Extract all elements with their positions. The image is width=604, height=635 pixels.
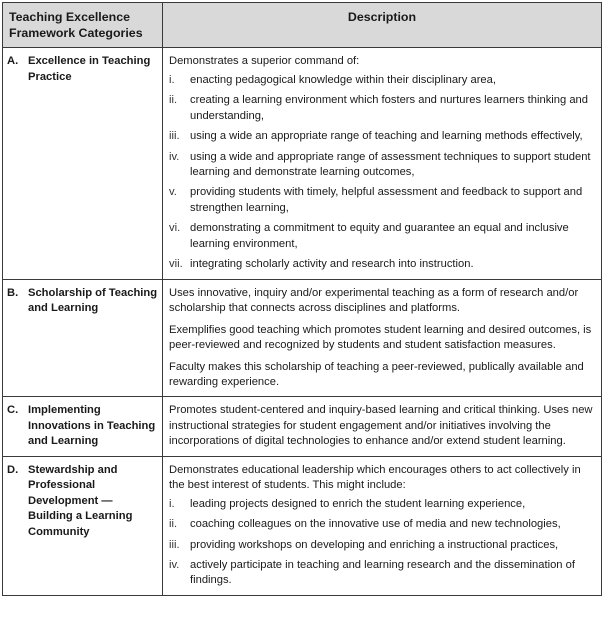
list-number: i. xyxy=(169,73,175,86)
list-text: enacting pedagogical knowledge within their disciplinary area, xyxy=(190,73,496,86)
list-item xyxy=(169,221,597,252)
category-cell xyxy=(3,279,163,397)
header-description: Description xyxy=(163,3,602,48)
table-row-b xyxy=(3,279,602,397)
list-number: iii. xyxy=(169,538,180,551)
description-cell xyxy=(163,48,602,279)
description-intro: Demonstrates educational leadership which encourages others to act collectively in the best interest of students. This might include: xyxy=(169,463,581,492)
table-row-a xyxy=(3,48,602,279)
list-item xyxy=(169,73,597,88)
description-list xyxy=(169,73,597,273)
category-letter: A. xyxy=(7,55,19,68)
category-letter: C. xyxy=(7,404,19,417)
list-text: leading projects designed to enrich the student learning experience, xyxy=(190,497,526,510)
description-paragraph: Exemplifies good teaching which promotes student learning and desired outcomes, is peer-reviewed and recognized by students and student satisfaction measures. xyxy=(169,323,592,352)
list-number: vii. xyxy=(169,258,183,271)
list-text: providing students with timely, helpful assessment and feedback to support and strengthen learning, xyxy=(190,186,583,214)
table-row-c xyxy=(3,397,602,456)
description-paragraph: Uses innovative, inquiry and/or experimental teaching as a form of research and/or scholarship that connects across disciplines and platforms. xyxy=(169,286,579,315)
description-cell xyxy=(163,397,602,456)
list-item xyxy=(169,517,597,532)
list-text: providing workshops on developing and enriching a instructional practices, xyxy=(190,538,559,551)
list-number: vi. xyxy=(169,222,181,235)
category-name: Stewardship and Professional Development — Building a Learning Community xyxy=(28,463,133,538)
list-number: iv. xyxy=(169,559,180,572)
category-name: Excellence in Teaching Practice xyxy=(28,55,151,83)
list-item xyxy=(169,93,597,124)
category-name: Scholarship of Teaching and Learning xyxy=(28,286,158,315)
header-categories: Teaching Excellence Framework Categories xyxy=(3,3,163,48)
list-item xyxy=(169,129,597,144)
category-cell xyxy=(3,48,163,279)
category-letter: B. xyxy=(7,286,19,299)
list-number: ii. xyxy=(169,518,178,531)
list-number: i. xyxy=(169,497,175,510)
list-text: demonstrating a commitment to equity and guarantee an equal and inclusive learning environment, xyxy=(190,222,569,250)
description-list xyxy=(169,497,597,589)
category-letter: D. xyxy=(7,463,19,476)
list-item xyxy=(169,150,597,181)
list-text: using a wide an appropriate range of teaching and learning methods effectively, xyxy=(190,130,583,143)
description-paragraph: Faculty makes this scholarship of teaching a peer-reviewed, publically available and rewarding experience. xyxy=(169,360,584,388)
list-text: using a wide and appropriate range of assessment techniques to support student learning and demonstrate learning outcomes, xyxy=(190,150,591,178)
list-number: ii. xyxy=(169,94,178,107)
description-paragraph: Promotes student-centered and inquiry-based learning and critical thinking. Uses new instructional strategies for student engagement and/or initiatives involving the incorporations of digital technologies to enhance and/or extend student learning. xyxy=(169,404,593,448)
header-row xyxy=(3,3,602,48)
category-cell xyxy=(3,397,163,456)
list-item xyxy=(169,257,597,272)
list-text: creating a learning environment which fosters and nurtures learners thinking and understanding, xyxy=(190,94,589,122)
list-number: v. xyxy=(169,186,177,199)
list-item xyxy=(169,538,597,553)
list-text: coaching colleagues on the innovative use of media and new technologies, xyxy=(190,518,561,531)
list-text: integrating scholarly activity and research into instruction. xyxy=(190,258,474,271)
list-text: actively participate in teaching and learning research and the dissemination of findings. xyxy=(190,559,575,587)
category-cell xyxy=(3,456,163,595)
table-row-d xyxy=(3,456,602,595)
category-name: Implementing Innovations in Teaching and Learning xyxy=(28,404,156,448)
description-cell xyxy=(163,456,602,595)
list-item xyxy=(169,185,597,216)
description-intro: Demonstrates a superior command of: xyxy=(169,55,360,68)
list-item xyxy=(169,558,597,589)
list-number: iii. xyxy=(169,130,180,143)
description-cell xyxy=(163,279,602,397)
list-item xyxy=(169,497,597,512)
teaching-excellence-framework-table xyxy=(2,2,602,596)
list-number: iv. xyxy=(169,150,180,163)
